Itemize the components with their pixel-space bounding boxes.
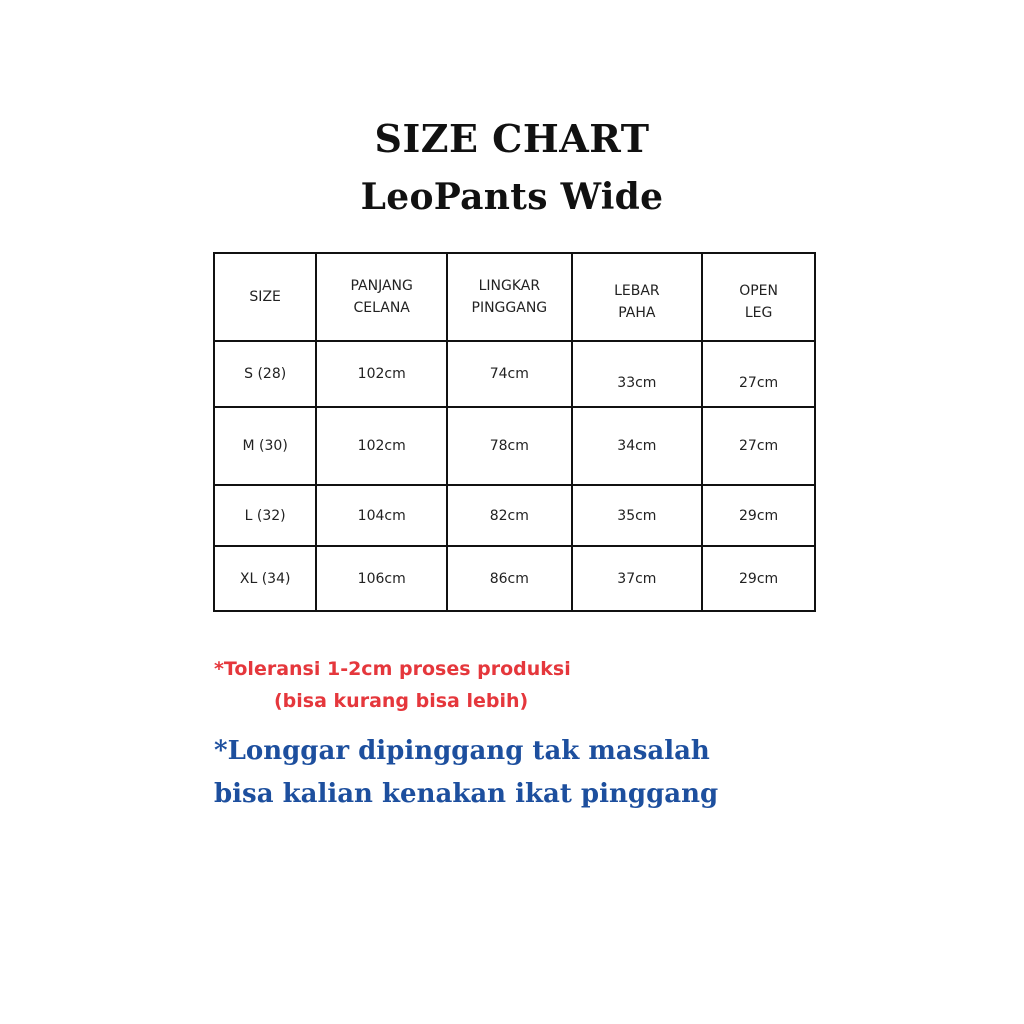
header-lebar-paha: LEBAR PAHA [572, 253, 703, 341]
waist-note: *Longgar dipinggang tak masalah [214, 736, 710, 766]
cell-open-leg: 27cm [702, 407, 815, 485]
product-name: LeoPants Wide [360, 176, 664, 218]
table-row [214, 546, 815, 611]
size-table [213, 252, 816, 612]
cell-lingkar-pinggang: 74cm [447, 341, 571, 407]
cell-open-leg: 27cm [702, 341, 815, 407]
cell-lebar-paha: 35cm [572, 485, 703, 546]
belt-note: bisa kalian kenakan ikat pinggang [214, 779, 719, 809]
cell-open-leg: 29cm [702, 485, 815, 546]
tolerance-note-subtext: (bisa kurang bisa lebih) [274, 690, 529, 712]
cell-lebar-paha: 37cm [572, 546, 703, 611]
cell-lingkar-pinggang: 82cm [447, 485, 571, 546]
table-row [214, 407, 815, 485]
header-size: SIZE [214, 253, 316, 341]
cell-panjang-celana: 102cm [316, 341, 447, 407]
cell-size: XL (34) [214, 546, 316, 611]
cell-lebar-paha: 34cm [572, 407, 703, 485]
cell-size: L (32) [214, 485, 316, 546]
header-open-leg: OPEN LEG [702, 253, 815, 341]
cell-size: M (30) [214, 407, 316, 485]
header-lingkar-pinggang: LINGKAR PINGGANG [447, 253, 571, 341]
cell-lingkar-pinggang: 78cm [447, 407, 571, 485]
cell-panjang-celana: 104cm [316, 485, 447, 546]
cell-panjang-celana: 106cm [316, 546, 447, 611]
cell-open-leg: 29cm [702, 546, 815, 611]
table-row [214, 341, 815, 407]
table-row [214, 485, 815, 546]
cell-lingkar-pinggang: 86cm [447, 546, 571, 611]
cell-panjang-celana: 102cm [316, 407, 447, 485]
header-panjang-celana: PANJANG CELANA [316, 253, 447, 341]
cell-size: S (28) [214, 341, 316, 407]
cell-lebar-paha: 33cm [572, 341, 703, 407]
page-title: SIZE CHART [374, 116, 650, 161]
table-header-row [214, 253, 815, 341]
tolerance-note: *Toleransi 1-2cm proses produksi [214, 658, 571, 680]
